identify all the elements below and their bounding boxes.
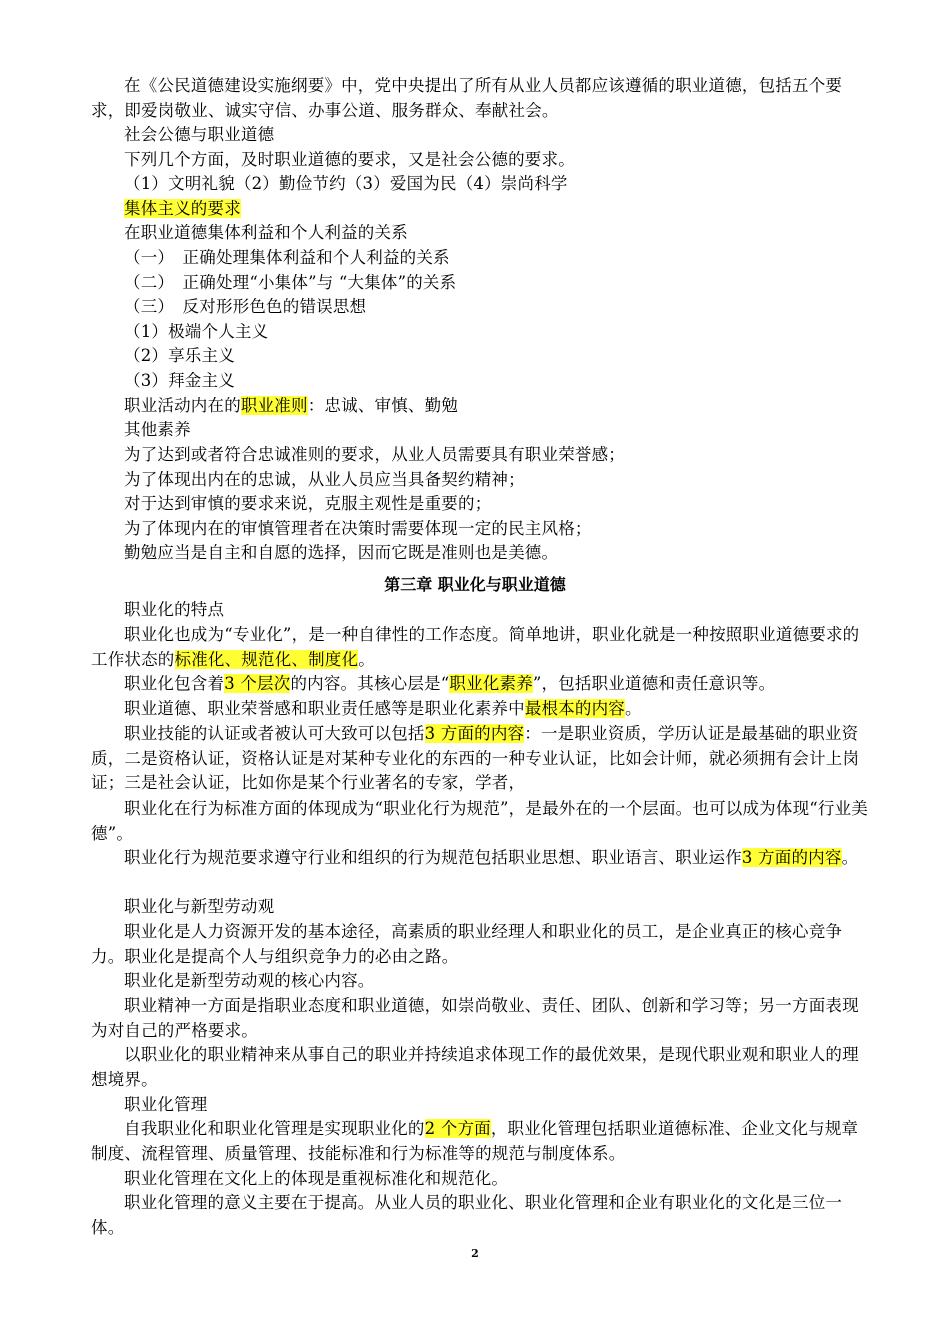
text-basic-post: 。 — [625, 699, 642, 718]
highlight-standardization: 标准化、规范化、制度化 — [174, 649, 359, 669]
line-collectivism — [124, 197, 241, 222]
highlight-three-aspects-2: 3 方面的内容 — [741, 848, 842, 867]
paragraph-professionalization — [91, 623, 873, 672]
line-sub-a: （1）极端个人主义 — [124, 322, 269, 341]
line-social-morality: 社会公德与职业道德 — [124, 125, 275, 144]
text-norm-post: ：忠诚、审慎、勤勉 — [307, 396, 459, 415]
line-sub-c: （3）拜金主义 — [124, 371, 235, 390]
line-four-items: （1）文明礼貌（2）勤俭节约（3）爱国为民（4）崇尚科学 — [124, 174, 568, 193]
highlight-three-aspects: 3 方面的内容 — [424, 724, 525, 743]
line-other-qualities: 其他素养 — [124, 420, 191, 439]
paragraph-levels — [91, 672, 873, 697]
highlight-two-aspects: 2 个方面 — [424, 1119, 491, 1138]
line-subjectivity: 对于达到审慎的要求来说，克服主观性是重要的； — [124, 494, 492, 513]
paragraph-fundamental — [91, 697, 873, 722]
highlight-fundamental: 最根本的内容 — [524, 699, 626, 718]
text-levels-mid: 的内容。其核心层是“ — [290, 674, 450, 693]
line-features: 职业化的特点 — [124, 600, 225, 619]
line-sub-b: （2）享乐主义 — [124, 346, 235, 365]
page-number: 2 — [471, 1247, 479, 1260]
paragraph-behavior-norms — [91, 846, 873, 871]
line-democracy: 为了体现内在的审慎管理者在决策时需要体现一定的民主风格； — [124, 519, 592, 538]
line-item-two: （二） 正确处理“小集体”与 “大集体”的关系 — [124, 273, 457, 292]
paragraph-ideal: 以职业化的职业精神来从事自己的职业并持续追求体现工作的最优效果，是现代职业观和职业人的理想境界。 — [91, 1045, 859, 1089]
text-skill-post: ：一是职业资质，学历认证是最基础的职业资质，二是资格认证，资格认证是对某种专业化的东西的一种专业认证，比如会计师，就必须拥有会计上岗证；三是社会认证，比如你是某个行业著名的专家，学者， — [91, 724, 860, 792]
text-norm-pre: 职业活动内在的 — [124, 396, 241, 415]
line-diligence: 勤勉应当是自主和自愿的选择，因而它既是准则也是美德。 — [124, 543, 559, 562]
line-honor: 为了达到或者符合忠诚准则的要求，从业人员需要具有职业荣誉感； — [124, 445, 625, 464]
line-requirements-intro: 下列几个方面，及时职业道德的要求，又是社会公德的要求。 — [124, 150, 575, 169]
text-levels-pre: 职业化包含着 — [124, 674, 225, 693]
paragraph-spirit: 职业精神一方面是指职业态度和职业道德，如崇尚敬业、责任、团队、创新和学习等；另一方面表现为对自己的严格要求。 — [91, 996, 859, 1040]
highlight-norms: 职业准则 — [240, 396, 308, 415]
highlight-literacy: 职业化素养 — [449, 674, 533, 693]
line-culture: 职业化管理在文化上的体现是重视标准化和规范化。 — [124, 1169, 509, 1188]
line-item-one: （一） 正确处理集体利益和个人利益的关系 — [124, 248, 450, 267]
paragraph-self-professionalization — [91, 1117, 873, 1166]
text-prof-post: 。 — [358, 649, 375, 669]
highlight-collectivism: 集体主义的要求 — [124, 199, 241, 218]
paragraph-behavior: 职业化在行为标准方面的体现成为“职业化行为规范”，是最外在的一个层面。也可以成为体现“行业美德”。 — [91, 799, 869, 843]
line-item-three: （三） 反对形形色色的错误思想 — [124, 297, 367, 316]
line-core-content: 职业化是新型劳动观的核心内容。 — [124, 971, 375, 990]
text-self-pre: 自我职业化和职业化管理是实现职业化的 — [124, 1119, 425, 1138]
chapter-title: 第三章 职业化与职业道德 — [384, 575, 566, 594]
line-professional-norms — [124, 394, 458, 419]
line-management: 职业化管理 — [124, 1095, 208, 1114]
paragraph-civic-ethics: 在《公民道德建设实施纲要》中，党中央提出了所有从业人员都应该遵循的职业道德，包括五个要求，即爱岗敬业、诚实守信、办事公道、服务群众、奉献社会。 — [91, 76, 843, 120]
text-norms-pre: 职业化行为规范要求遵守行业和组织的行为规范包括职业思想、职业语言、职业运作 — [124, 848, 742, 867]
line-new-labor: 职业化与新型劳动观 — [124, 897, 275, 916]
line-relation: 在职业道德集体利益和个人利益的关系 — [124, 223, 408, 242]
text-norms-post: 。 — [841, 848, 859, 867]
text-skill-pre: 职业技能的认证或者被认可大致可以包括 — [124, 724, 425, 743]
text-prof-pre: 职业化也成为“专业化”，是一种自律性的工作态度。简单地讲，职业化就是一种按照职业道德要求的工作状态的 — [91, 625, 860, 669]
paragraph-hr: 职业化是人力资源开发的基本途径，高素质的职业经理人和职业化的员工，是企业真正的核心竞争力。职业化是提高个人与组织竞争力的必由之路。 — [91, 922, 843, 966]
highlight-three-levels: 3 个层次 — [224, 674, 291, 693]
line-contract: 为了体现出内在的忠诚，从业人员应当具备契约精神； — [124, 470, 525, 489]
text-self-post: ，职业化管理包括职业道德标准、企业文化与规章制度、流程管理、质量管理、技能标准和行为标准等的规范与制度体系。 — [91, 1119, 859, 1163]
paragraph-meaning: 职业化管理的意义主要在于提高。从业人员的职业化、职业化管理和企业有职业化的文化是三位一体。 — [91, 1193, 843, 1237]
paragraph-skill-certification — [91, 722, 873, 796]
text-basic-pre: 职业道德、职业荣誉感和职业责任感等是职业化素养中 — [124, 699, 525, 718]
text-levels-post: ”，包括职业道德和责任意识等。 — [532, 674, 776, 693]
